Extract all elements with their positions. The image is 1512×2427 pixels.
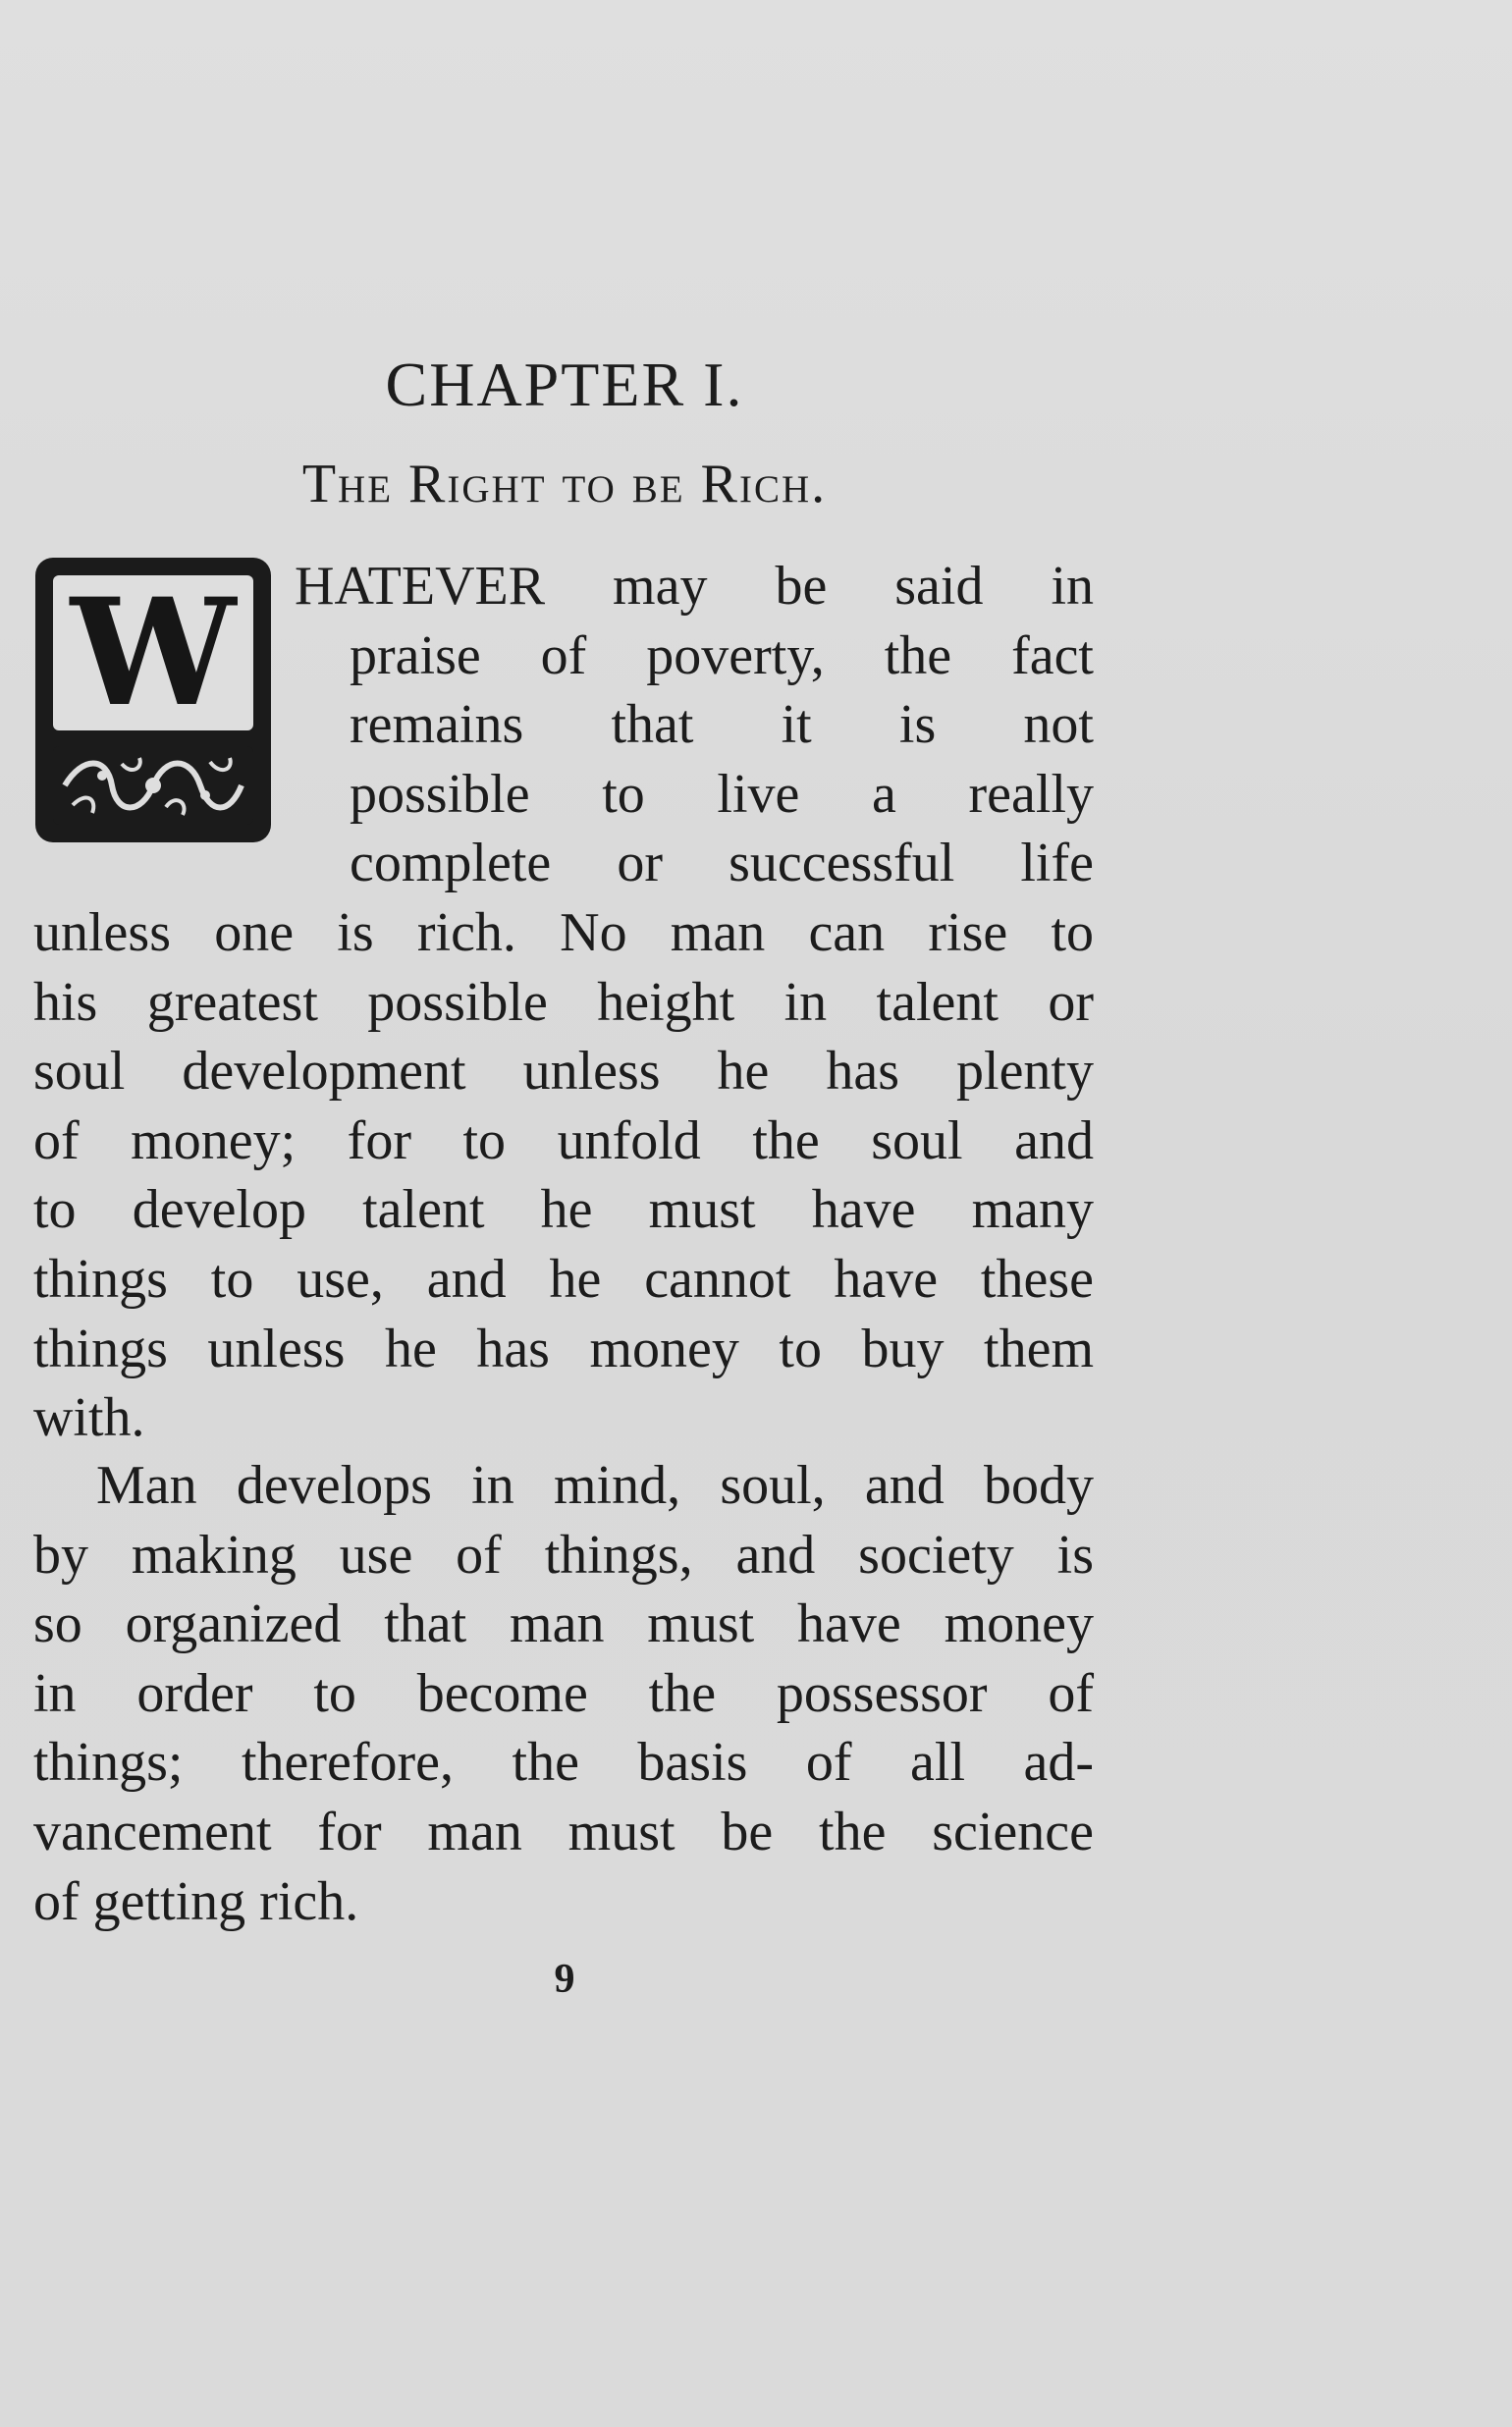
drop-cap-letter: W (53, 575, 253, 730)
chapter-title: The Right to be Rich. (301, 454, 828, 514)
page-number: 9 (554, 1957, 575, 2002)
text-line: praise of poverty, the fact (350, 624, 1094, 686)
text-line: complete or successful life (350, 833, 1094, 894)
text-line: with. (33, 1387, 145, 1449)
paragraph-2 (33, 1451, 1094, 1936)
text-line: things to use, and he cannot have these (33, 1248, 1094, 1310)
paragraph-1-body (33, 898, 1094, 1453)
text-line: soul development unless he has plenty (33, 1041, 1094, 1103)
text-line: of getting rich. (33, 1870, 359, 1932)
text-line: things; therefore, the basis of all ad- (33, 1732, 1094, 1794)
text-line: to develop talent he must have many (33, 1179, 1094, 1241)
paragraph-1-wrapped (295, 552, 1094, 898)
text-line: things unless he has money to buy them (33, 1318, 1094, 1379)
text-line: in order to become the possessor of (33, 1662, 1094, 1724)
text-line: HATEVER may be said in (295, 556, 1094, 617)
text-line: possible to live a really (350, 763, 1094, 825)
text-line: of money; for to unfold the soul and (33, 1109, 1094, 1171)
text-line: Man develops in mind, soul, and body (96, 1455, 1094, 1516)
text-line: his greatest possible height in talent or (33, 971, 1094, 1033)
chapter-heading: CHAPTER I. (385, 350, 744, 419)
text-line: vancement for man must be the science (33, 1801, 1094, 1862)
text-line: so organized that man must have money (33, 1593, 1094, 1655)
text-line: unless one is rich. No man can rise to (33, 902, 1094, 963)
text-line: by making use of things, and society is (33, 1524, 1094, 1586)
drop-cap-initial (35, 558, 271, 842)
floral-ornament-icon (53, 746, 253, 825)
text-line: remains that it is not (350, 694, 1094, 756)
